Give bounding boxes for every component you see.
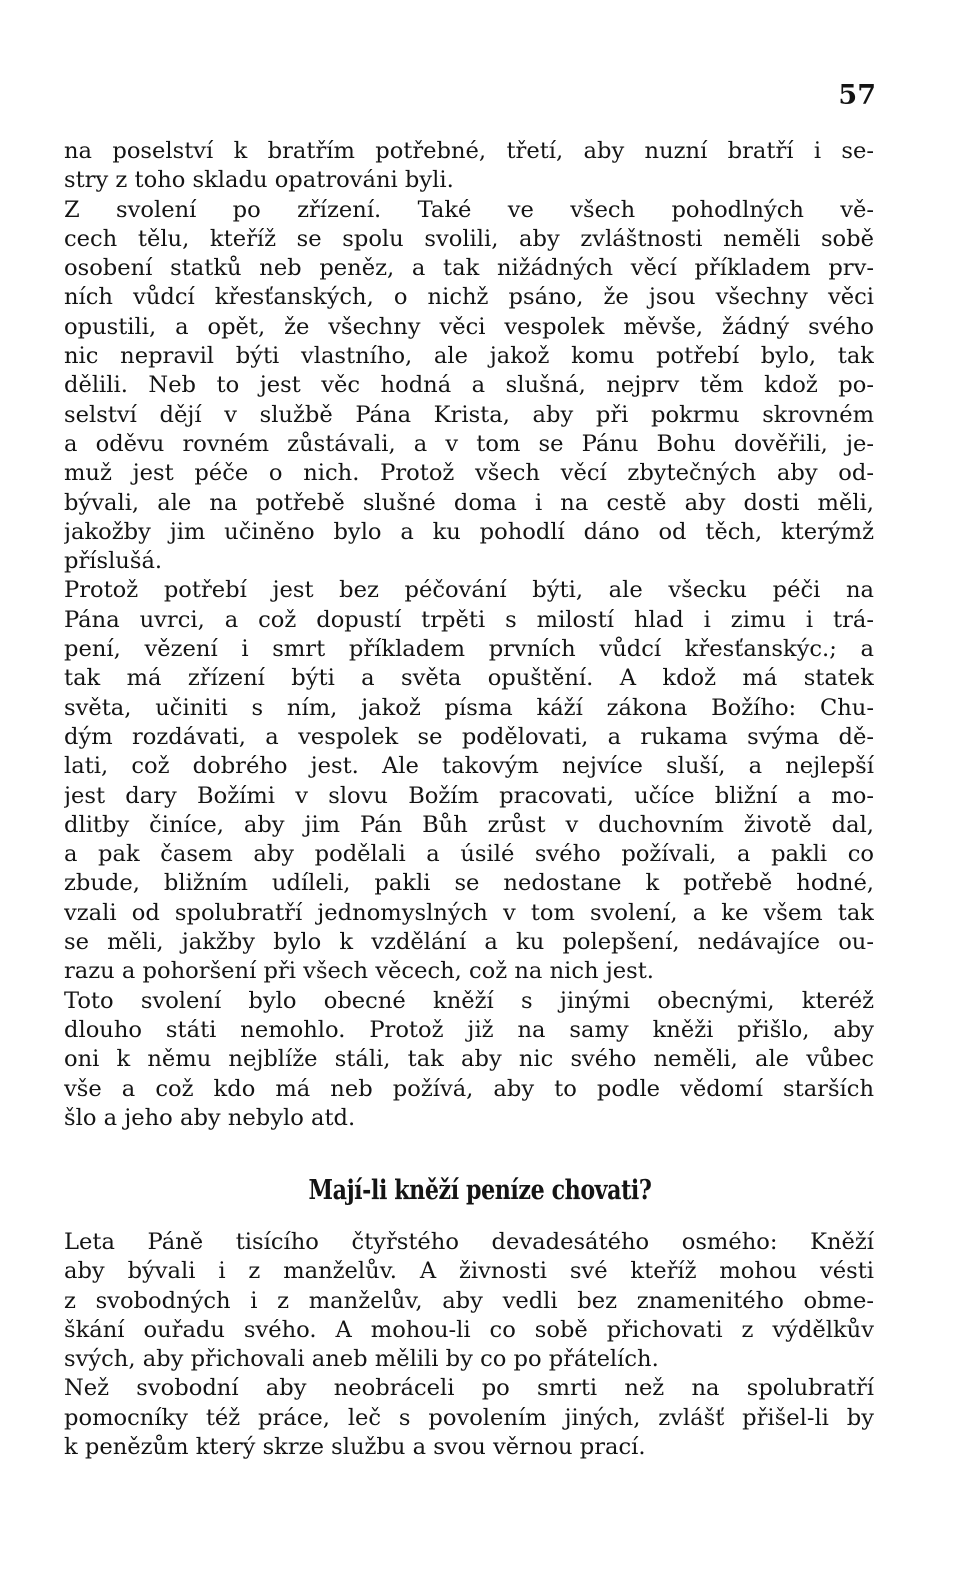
text-line: a oděvu rovném zůstávali, a v tom se Pánu Bohu dověřili, je- bbox=[64, 430, 874, 457]
text-line: se měli, jakžby bylo k vzdělání a ku polepšení, nedávajíce ou- bbox=[64, 929, 874, 956]
text-line: pení, vězení i smrt příkladem prvních vůdcí křesťanskýc.; a bbox=[64, 636, 874, 663]
text-line: bývali, ale na potřebě slušné doma i na cestě aby dosti měli, bbox=[64, 489, 874, 516]
text-line: Než svobodní aby neobráceli po smrti než na spolubratří bbox=[64, 1375, 874, 1402]
text-line: osobení statků neb peněz, a tak nižádných věcí příkladem prv- bbox=[64, 255, 874, 282]
section-text-block bbox=[64, 1228, 874, 1462]
text-line: šlo a jeho aby nebylo atd. bbox=[64, 1104, 356, 1131]
text-line: tak má zřízení býti a světa opuštění. A kdož má statek bbox=[64, 665, 874, 692]
text-line: muž jest péče o nich. Protož všech věcí zbytečných aby od- bbox=[64, 460, 874, 487]
main-text-block bbox=[64, 137, 874, 1133]
text-line: dým rozdávati, a vespolek se podělovati, a rukama svýma dě- bbox=[64, 723, 874, 750]
text-line: k penězům který skrze službu a svou věrnou prací. bbox=[64, 1434, 646, 1461]
text-line: Z svolení po zřízení. Také ve všech pohodlných vě- bbox=[64, 196, 874, 223]
text-line: vše a což kdo má neb požívá, aby to podle vědomí starších bbox=[64, 1075, 874, 1102]
text-line: jest dary Božími v slovu Božím pracovati, učíce bližní a mo- bbox=[64, 782, 874, 809]
text-line: Protož potřebí jest bez péčování býti, ale všecku péči na bbox=[64, 577, 874, 604]
text-line: svých, aby přichovali aneb mělili by co po přátelích. bbox=[64, 1346, 659, 1373]
text-line: ních vůdcí křesťanských, o nichž psáno, že jsou všechny věci bbox=[64, 284, 874, 311]
text-line: dlouho státi nemohlo. Protož již na samy kněži přišlo, aby bbox=[64, 1016, 874, 1043]
text-line: dlitby činíce, aby jim Pán Bůh zrůst v duchovním životě dal, bbox=[64, 811, 874, 838]
text-line: stry z toho skladu opatrováni byli. bbox=[64, 167, 454, 194]
text-line: Pána uvrci, a což dopustí trpěti s milostí hlad i zimu i trá- bbox=[64, 606, 874, 633]
text-line: jakožby jim učiněno bylo a ku pohodlí dáno od těch, kterýmž bbox=[64, 518, 874, 545]
section-heading: Mají-li kněží peníze chovati? bbox=[308, 1175, 652, 1206]
text-line: lati, což dobrého jest. Ale takovým nejvíce sluší, a nejlepší bbox=[64, 753, 874, 780]
text-line: světa, učiniti s ním, jakož písma káží zákona Božího: Chu- bbox=[64, 694, 874, 721]
text-line: nic nepravil býti vlastního, ale jakož komu potřebí bylo, tak bbox=[64, 343, 874, 370]
text-line: a pak časem aby podělali a úsilé svého požívali, a pakli co bbox=[64, 841, 874, 868]
text-line: příslušá. bbox=[64, 548, 163, 575]
text-line: selství dějí v službě Pána Krista, aby při pokrmu skrovném bbox=[64, 401, 874, 428]
text-line: z svobodných i z manželův, aby vedli bez znamenitého obme- bbox=[64, 1287, 874, 1314]
text-line: aby bývali i z manželův. A živnosti své kteříž mohou vésti bbox=[64, 1258, 874, 1285]
text-line: dělili. Neb to jest věc hodná a slušná, nejprv těm kdož po- bbox=[64, 372, 874, 399]
text-line: zbude, bližním udíleli, pakli se nedostane k potřebě hodné, bbox=[64, 870, 874, 897]
text-line: pomocníky též práce, leč s povolením jiných, zvlášť přišel-li by bbox=[64, 1404, 874, 1431]
text-line: Toto svolení bylo obecné kněží s jinými obecnými, kteréž bbox=[64, 987, 874, 1014]
text-line: razu a pohoršení při všech věcech, což na nich jest. bbox=[64, 958, 654, 985]
page-number: 57 bbox=[838, 80, 876, 111]
text-line: cech tělu, kteříž se spolu svolili, aby zvláštnosti neměli sobě bbox=[64, 225, 874, 252]
text-line: na poselství k bratřím potřebné, třetí, aby nuzní bratří i se- bbox=[64, 138, 874, 164]
text-line: vzali od spolubratří jednomyslných v tom svolení, a ke všem tak bbox=[64, 899, 874, 926]
text-line: Leta Páně tisícího čtyřstého devadesátého osmého: Kněží bbox=[64, 1229, 874, 1255]
text-line: oni k němu nejblíže stáli, tak aby nic svého neměli, ale vůbec bbox=[64, 1046, 874, 1073]
text-line: škání ouřadu svého. A mohou-li co sobě přichovati z výdělkův bbox=[64, 1316, 874, 1343]
text-line: opustili, a opět, že všechny věci vespolek měvše, žádný svého bbox=[64, 313, 874, 340]
